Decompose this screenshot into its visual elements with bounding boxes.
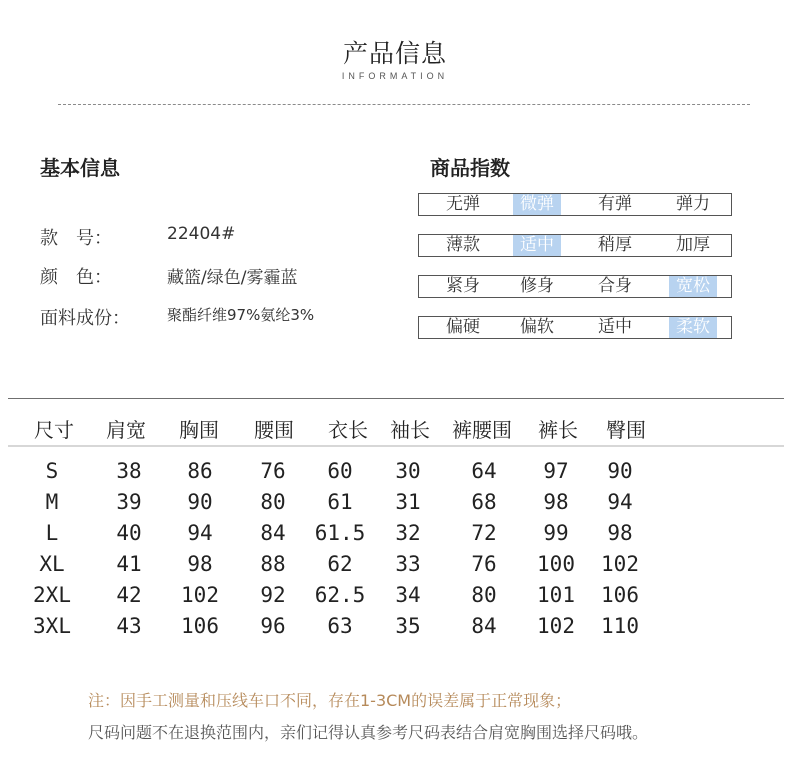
- table-header-border: [8, 445, 784, 447]
- table-cell-size: XL: [39, 552, 65, 576]
- table-cell: 99: [543, 521, 569, 545]
- table-cell: 106: [601, 583, 639, 607]
- table-cell: 92: [260, 583, 286, 607]
- table-cell: 38: [116, 459, 142, 483]
- table-cell: 98: [607, 521, 633, 545]
- table-cell: 33: [395, 552, 421, 576]
- index-row-thickness: [418, 234, 732, 257]
- info-label: 颜 色：: [40, 267, 112, 288]
- table-cell: 63: [327, 614, 353, 638]
- table-header-sleeve: 袖长: [390, 418, 430, 442]
- table-cell: 62.5: [314, 583, 366, 607]
- table-cell: 100: [537, 552, 575, 576]
- table-cell: 60: [327, 459, 353, 483]
- info-value: 聚酯纤维97%氨纶3%: [167, 306, 315, 324]
- table-cell: 61: [327, 490, 353, 514]
- table-header-waist: 腰围: [254, 418, 294, 442]
- index-option: 偏硬: [446, 317, 480, 337]
- table-cell-size: 2XL: [33, 583, 71, 607]
- index-row-fit: [418, 275, 732, 298]
- index-option: 薄款: [446, 235, 480, 255]
- table-cell: 90: [187, 490, 213, 514]
- table-cell: 88: [260, 552, 286, 576]
- page-title: 产品信息: [342, 39, 447, 68]
- table-cell: 102: [601, 552, 639, 576]
- table-cell-size: 3XL: [33, 614, 71, 638]
- index-option: 适中: [598, 317, 632, 337]
- table-cell: 84: [471, 614, 497, 638]
- table-cell: 80: [471, 583, 497, 607]
- table-cell: 98: [543, 490, 569, 514]
- table-header-pants-waist: 裤腰围: [452, 418, 512, 442]
- table-cell: 86: [187, 459, 213, 483]
- table-cell: 90: [607, 459, 633, 483]
- table-cell: 76: [260, 459, 286, 483]
- index-option: 弹力: [676, 194, 710, 214]
- index-option: 加厚: [676, 235, 710, 255]
- table-cell-size: S: [45, 459, 59, 483]
- index-option: 有弹: [598, 194, 632, 214]
- index-option: 合身: [598, 276, 632, 296]
- table-cell: 34: [395, 583, 421, 607]
- table-cell: 96: [260, 614, 286, 638]
- table-header-shoulder: 肩宽: [106, 418, 146, 442]
- index-option: 稍厚: [598, 235, 632, 255]
- info-value: 藏篮/绿色/雾霾蓝: [167, 268, 298, 288]
- index-option: 偏软: [520, 317, 554, 337]
- index-option-selected: 宽松: [669, 276, 717, 297]
- table-cell: 80: [260, 490, 286, 514]
- table-header-pants-length: 裤长: [538, 418, 578, 442]
- table-top-border: [8, 398, 784, 399]
- note-line-1: 注：因手工测量和压线车口不同，存在1-3CM的误差属于正常现象；: [88, 691, 572, 710]
- table-cell: 30: [395, 459, 421, 483]
- table-header-size: 尺寸: [34, 418, 74, 442]
- table-cell: 31: [395, 490, 421, 514]
- table-cell: 102: [537, 614, 575, 638]
- table-header-length: 衣长: [328, 418, 368, 442]
- table-cell: 42: [116, 583, 142, 607]
- index-option-selected: 柔软: [669, 317, 717, 338]
- info-label: 面料成份：: [40, 308, 130, 329]
- product-index-heading: 商品指数: [430, 156, 510, 180]
- table-cell: 102: [181, 583, 219, 607]
- table-cell: 35: [395, 614, 421, 638]
- info-row-color: [40, 263, 297, 289]
- index-row-softness: [418, 316, 732, 339]
- table-cell-size: L: [45, 521, 59, 545]
- info-row-fabric: [40, 304, 314, 330]
- table-cell: 97: [543, 459, 569, 483]
- basic-info-heading: 基本信息: [40, 156, 120, 180]
- index-option: 紧身: [446, 276, 480, 296]
- table-cell: 41: [116, 552, 142, 576]
- table-cell: 68: [471, 490, 497, 514]
- table-cell: 39: [116, 490, 142, 514]
- info-row-style-number: [40, 224, 235, 250]
- index-option-selected: 适中: [513, 235, 561, 256]
- table-cell: 94: [607, 490, 633, 514]
- table-cell: 98: [187, 552, 213, 576]
- note-line-2: 尺码问题不在退换范围内，亲们记得认真参考尺码表结合肩宽胸围选择尺码哦。: [88, 723, 649, 742]
- table-cell: 62: [327, 552, 353, 576]
- table-header-bust: 胸围: [179, 418, 219, 442]
- index-row-elasticity: [418, 193, 732, 216]
- page-subtitle: INFORMATION: [341, 71, 449, 81]
- table-cell-size: M: [45, 490, 59, 514]
- index-option: 修身: [520, 276, 554, 296]
- info-value: 22404#: [167, 224, 236, 244]
- table-header-hip: 臀围: [606, 418, 646, 442]
- table-cell: 76: [471, 552, 497, 576]
- table-cell: 61.5: [314, 521, 366, 545]
- table-cell: 64: [471, 459, 497, 483]
- table-cell: 110: [601, 614, 639, 638]
- info-label: 款 号：: [40, 228, 112, 249]
- table-cell: 94: [187, 521, 213, 545]
- table-cell: 106: [181, 614, 219, 638]
- index-option-selected: 微弹: [513, 194, 561, 215]
- table-cell: 43: [116, 614, 142, 638]
- table-cell: 72: [471, 521, 497, 545]
- table-cell: 84: [260, 521, 286, 545]
- header-divider: [58, 104, 750, 105]
- table-cell: 32: [395, 521, 421, 545]
- table-cell: 40: [116, 521, 142, 545]
- table-cell: 101: [537, 583, 575, 607]
- index-option: 无弹: [446, 194, 480, 214]
